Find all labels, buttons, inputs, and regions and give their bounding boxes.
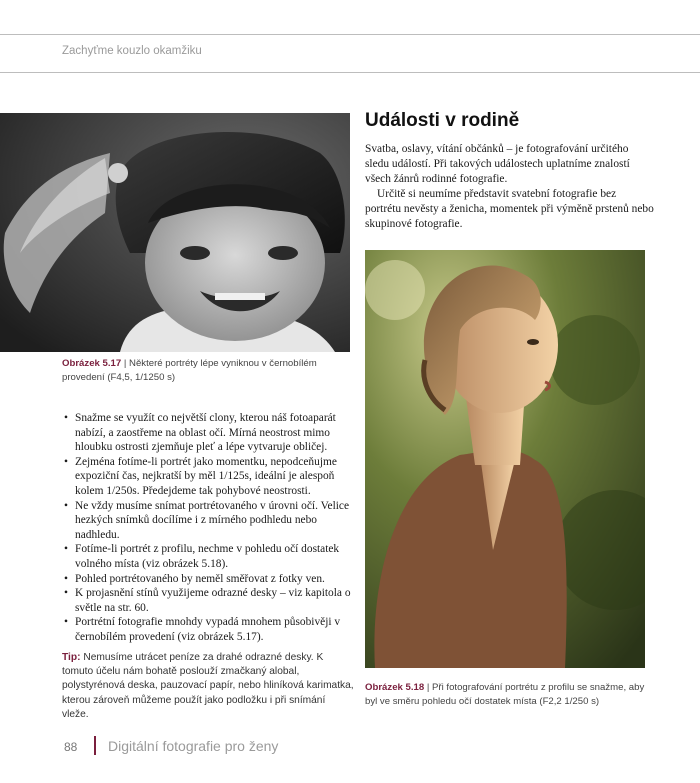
tips-bullet-list: [62, 411, 352, 645]
book-title: Digitální fotografie pro ženy: [108, 738, 279, 754]
figure-5-18-photo: [365, 250, 645, 668]
figure-5-17-caption: [62, 357, 352, 385]
figure-5-18-caption-text: | Při fotografování portrétu z profilu se snažme, aby byl ve směru pohledu očí dostatek místa (F2,2 1/250 s): [365, 682, 645, 707]
section-paragraph-1: Svatba, oslavy, vítání občánků – je fotografování určitého sledu událostí. Při takových událostech uplatníme znalostí všech žánrů rodinné fotografie.: [365, 143, 630, 185]
page-number: 88: [64, 740, 78, 754]
tip-label: Tip:: [62, 652, 81, 663]
figure-5-17-photo: [0, 113, 350, 352]
list-item: • Zejména fotíme-li portrét jako momentku, nepodceňujme expoziční čas, nejkratší by měl 1/125s, ideální je alespoň kolem 1/250s. Předejdeme tak pohybové neostrosti.: [62, 455, 352, 499]
header-rule-bottom: [0, 72, 700, 73]
figure-5-18-caption: [365, 681, 655, 709]
list-item: • Pohled portrétovaného by neměl směřovat z fotky ven.: [62, 572, 352, 587]
figure-5-17-caption-text: | Některé portréty lépe vyniknou v černobílém provedení (F4,5, 1/1250 s): [62, 358, 317, 383]
list-item: • Snažme se využít co největší clony, kterou náš fotoaparát nabízí, a zaostřeme na oblast očí. Mírná neostrost mimo hloubku ostrosti zjemňuje pleť a lépe vytvaruje obličej.: [62, 411, 352, 455]
list-item: • Ne vždy musíme snímat portrétovaného v úrovni očí. Velice hezkých snímků docílíme i z mírného podhledu nebo nadhledu.: [62, 499, 352, 543]
tip-box: [62, 651, 354, 722]
footer-divider: [94, 736, 96, 755]
list-item: • Fotíme-li portrét z profilu, nechme v pohledu očí dostatek volného místa (viz obrázek 5.18).: [62, 542, 352, 571]
list-item: • K projasnění stínů využijeme odrazné desky – viz kapitola o světle na str. 60.: [62, 586, 352, 615]
list-item: • Portrétní fotografie mnohdy vypadá mnohem působivěji v černobílém provedení (viz obrázek 5.17).: [62, 615, 352, 644]
running-head: Zachyťme kouzlo okamžiku: [62, 45, 202, 57]
section-body: [365, 142, 655, 232]
profile-portrait-image: [365, 250, 645, 668]
section-title: Události v rodině: [365, 110, 520, 131]
figure-5-17-label: Obrázek 5.17: [62, 358, 122, 369]
bw-portrait-image: [0, 113, 350, 352]
tip-text: Nemusíme utrácet peníze za drahé odrazné desky. K tomuto účelu nám bohatě poslouží zmačkaný alobal, polystyrénová deska, pauzovací papír, nebo hliníková karimatka, kterou zároveň můžeme použít jako podložku i při snímání vleže.: [62, 652, 354, 720]
header-rule-top: [0, 34, 700, 35]
figure-5-18-label: Obrázek 5.18: [365, 682, 425, 693]
section-paragraph-2: Určitě si neumíme představit svatební fotografie bez portrétu nevěsty a ženicha, momentek při výměně prstenů nebo skupinové fotografie.: [365, 188, 654, 230]
